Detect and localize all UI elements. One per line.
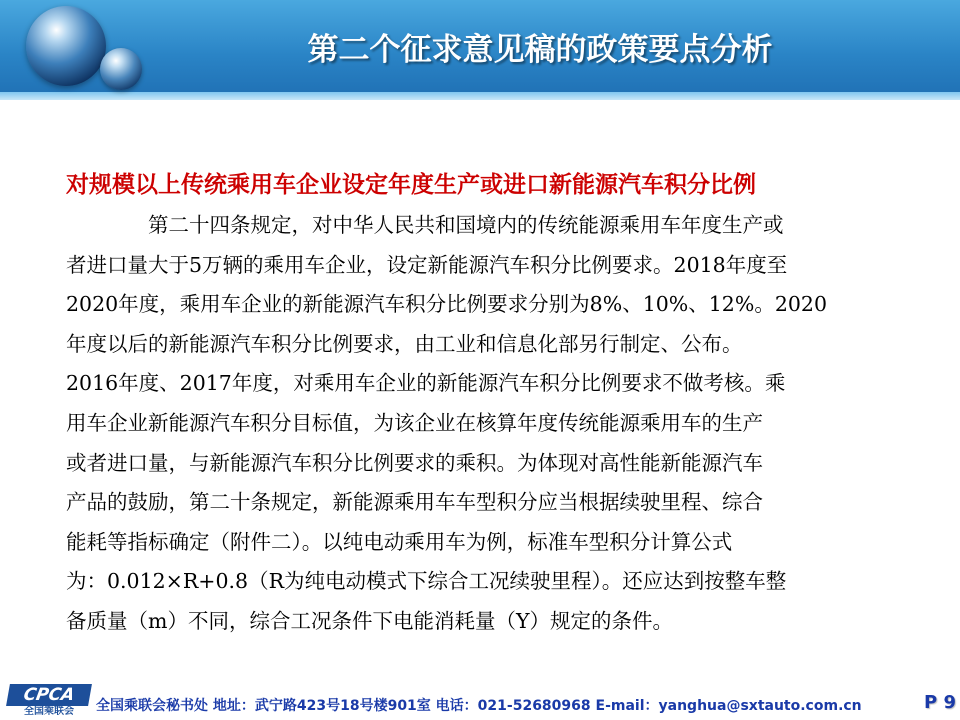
cpca-logo	[8, 684, 90, 718]
body-line: 为：0.012×R+0.8（R为纯电动模式下综合工况续驶里程）。还应达到按整车整	[66, 569, 787, 594]
page-number: P 9	[924, 692, 956, 713]
footer-contact: 全国乘联会秘书处 地址：武宁路423号18号楼901室 电话：021-52680968 E-mail：yanghua@sxtauto.com.cn	[96, 698, 862, 714]
body-line: 产品的鼓励，第二十条规定，新能源乘用车车型积分应当根据续驶里程、综合	[66, 490, 763, 515]
section-heading: 对规模以上传统乘用车企业设定年度生产或进口新能源汽车积分比例	[66, 171, 756, 198]
body-line: 年度以后的新能源汽车积分比例要求，由工业和信息化部另行制定、公布。	[66, 331, 743, 356]
body-line: 备质量（m）不同，综合工况条件下电能消耗量（Y）规定的条件。	[66, 608, 673, 633]
body-line: 或者进口量，与新能源汽车积分比例要求的乘积。为体现对高性能新能源汽车	[66, 450, 763, 475]
logo-subtitle: 全国乘联会	[24, 706, 74, 717]
body-paragraph	[66, 206, 906, 642]
header-divider	[0, 92, 960, 100]
logo-mark: CPCA	[6, 684, 92, 706]
body-line: 2016年度、2017年度，对乘用车企业的新能源汽车积分比例要求不做考核。乘	[66, 371, 786, 396]
slide-title: 第二个征求意见稿的政策要点分析	[307, 32, 773, 68]
body-line: 者进口量大于5万辆的乘用车企业，设定新能源汽车积分比例要求。2018年度至	[66, 252, 788, 277]
body-line: 能耗等指标确定（附件二）。以纯电动乘用车为例，标准车型积分计算公式	[66, 529, 733, 554]
body-line: 用车企业新能源汽车积分目标值，为该企业在核算年度传统能源乘用车的生产	[66, 410, 763, 435]
globe-large-icon	[26, 6, 106, 86]
globe-small-icon	[100, 48, 142, 90]
body-line: 2020年度，乘用车企业的新能源汽车积分比例要求分别为8%、10%、12%。2020	[66, 292, 827, 317]
body-line: 第二十四条规定，对中华人民共和国境内的传统能源乘用车年度生产或	[148, 213, 784, 237]
